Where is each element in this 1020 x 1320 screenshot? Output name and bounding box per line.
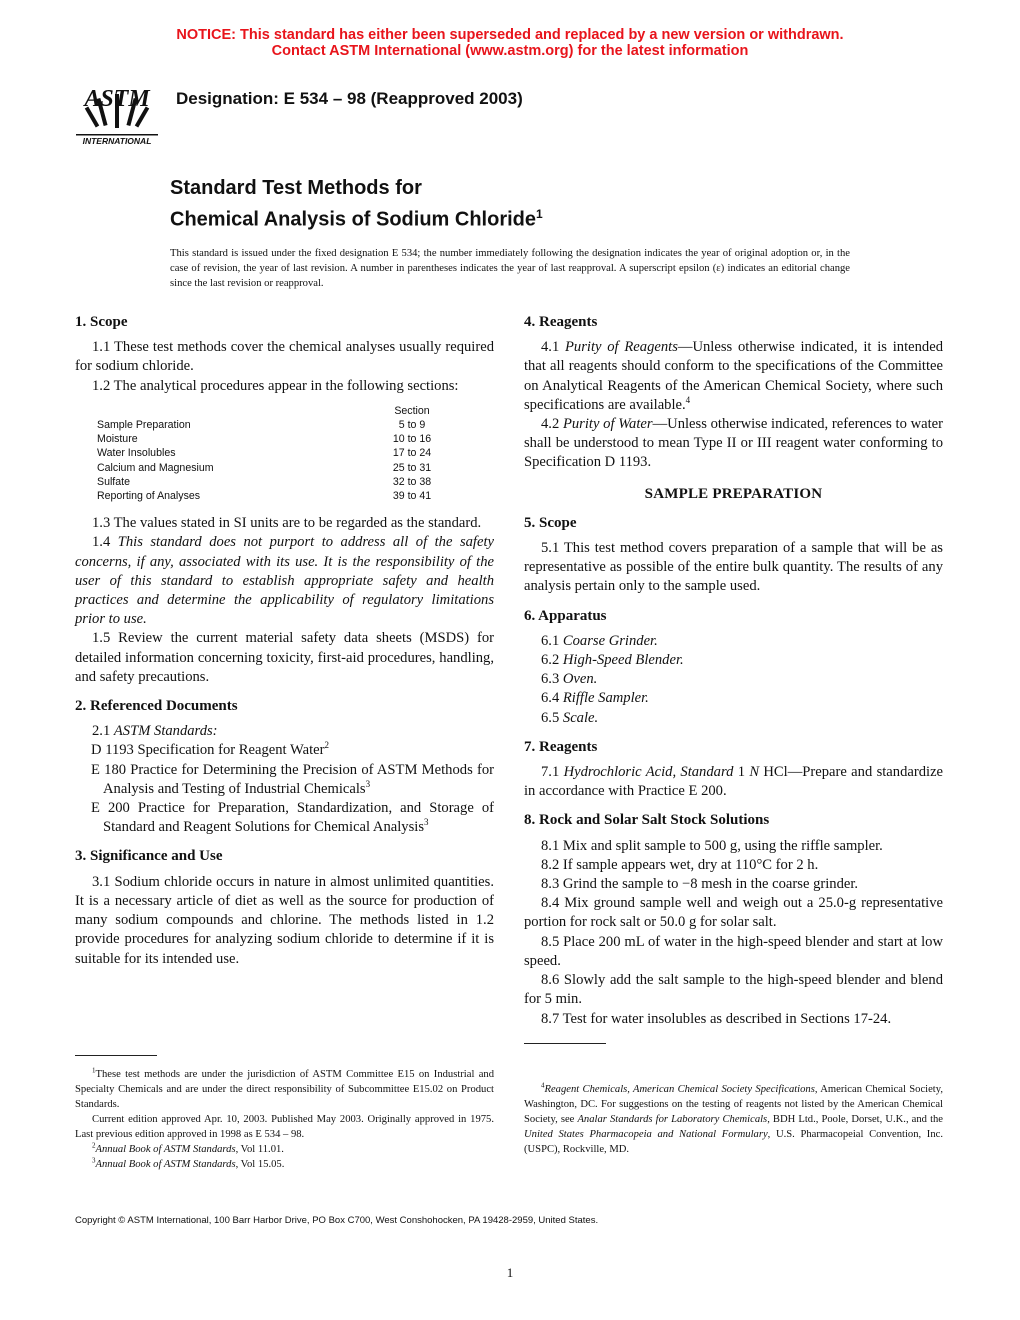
footnote-1 bbox=[75, 1067, 494, 1112]
paragraph-text: HCl—Prepare and standardize in accordance with Practice E 200. bbox=[524, 764, 944, 800]
apparatus-item bbox=[524, 670, 943, 689]
footnote-ref: 2 bbox=[324, 740, 329, 751]
table-cell-section: 32 to 38 bbox=[392, 475, 432, 488]
apparatus-name: Riffle Sampler. bbox=[562, 690, 649, 707]
reference-e180 bbox=[75, 761, 494, 799]
paragraph-2-1 bbox=[75, 722, 494, 741]
reference-text: E 200 Practice for Preparation, Standardization, and Storage of Standard and Reagent Solutions for Chemical Analysis bbox=[91, 800, 494, 836]
paragraph-5-1: 5.1 This test method covers preparation of a sample that will be as representative as possible of the entire bulk quantity. The results of any analysis pertain only to the sample used. bbox=[524, 540, 943, 595]
table-cell-section: 17 to 24 bbox=[392, 447, 432, 460]
section-heading-significance: 3. Significance and Use bbox=[75, 848, 223, 865]
paragraph-title: Hydrochloric Acid, Standard bbox=[563, 764, 734, 781]
footnote-marker: 1 bbox=[92, 1066, 96, 1075]
footnote-text: , BDH Ltd., Poole, Dorset, U.K., and the bbox=[767, 1114, 944, 1125]
paragraph-1-4 bbox=[75, 533, 494, 629]
table-header-section: Section bbox=[394, 404, 430, 417]
table-row bbox=[97, 489, 442, 503]
footnote-text: , U.S. Pharmacopeial Convention, Inc. (USPC), Rockville, MD. bbox=[524, 1129, 943, 1155]
paragraph-8-3: 8.3 Grind the sample to −8 mesh in the coarse grinder. bbox=[541, 876, 859, 893]
title-line-2-text: Chemical Analysis of Sodium Chloride bbox=[170, 208, 536, 231]
designation: Designation: E 534 – 98 (Reapproved 2003) bbox=[176, 89, 523, 108]
reference-text: E 180 Practice for Determining the Precision of ASTM Methods for Analysis and Testing of Industrial Chemicals bbox=[91, 761, 494, 797]
right-column bbox=[524, 313, 943, 1029]
footnote-1-edition: Current edition approved Apr. 10, 2003. Published May 2003. Originally approved in 1975. Last previous edition approved in 1998 as E 534 – 98. bbox=[75, 1114, 494, 1140]
paragraph-8-2: 8.2 If sample appears wet, dry at 110°C for 2 h. bbox=[541, 856, 819, 873]
section-heading-reagents-7: 7. Reagents bbox=[524, 738, 598, 755]
apparatus-name: High-Speed Blender. bbox=[562, 652, 684, 669]
footnote-marker: 3 bbox=[92, 1156, 96, 1165]
astm-logo bbox=[72, 76, 162, 148]
paragraph-text: —Unless otherwise indicated, it is intended that all reagents should conform to the specifications of the Committee on Analytical Reagents of the American Chemical Society, where such specifications are available. bbox=[524, 339, 943, 413]
footnote-text: , Vol 11.01. bbox=[235, 1144, 284, 1155]
left-column bbox=[75, 313, 494, 969]
paragraph-8-5: 8.5 Place 200 mL of water in the high-speed blender and start at low speed. bbox=[524, 933, 943, 969]
footnote-ref: 3 bbox=[365, 779, 371, 790]
footnote-2 bbox=[75, 1142, 494, 1157]
footnote-divider-left bbox=[75, 1055, 157, 1056]
paragraph-4-1 bbox=[524, 338, 943, 415]
notice-line-2: Contact ASTM International (www.astm.org) for the latest information bbox=[271, 43, 749, 59]
footnote-text: , Vol 15.05. bbox=[235, 1159, 285, 1170]
normality-value: 1 bbox=[733, 764, 750, 781]
table-row bbox=[97, 418, 442, 432]
footnote-3 bbox=[75, 1157, 494, 1172]
paragraph-number: 2.1 bbox=[92, 723, 114, 740]
footnote-text: , American Chemical Society, Washington, DC. For suggestions on the testing of reagents not listed by the American Chemical Society, see bbox=[524, 1084, 943, 1125]
apparatus-item bbox=[524, 632, 943, 651]
title-line-1: Standard Test Methods for bbox=[170, 177, 422, 199]
reference-e200 bbox=[75, 799, 494, 837]
sections-table-header bbox=[97, 404, 442, 418]
notice-line-1: NOTICE: This standard has either been superseded and replaced by a new version or withdrawn. bbox=[176, 27, 844, 43]
paragraph-1-1: 1.1 These test methods cover the chemical analyses usually required for sodium chloride. bbox=[75, 339, 494, 375]
section-heading-scope-5: 5. Scope bbox=[524, 514, 577, 531]
paragraph-text: —Unless otherwise indicated, references to water shall be understood to mean Type II or III reagent water conforming to Specification D 1193. bbox=[524, 416, 944, 471]
paragraph-number: 7.1 bbox=[541, 764, 564, 781]
paragraph-number: 6.3 bbox=[541, 671, 563, 688]
paragraph-number: 1.4 bbox=[92, 534, 118, 551]
table-cell-label: Moisture bbox=[97, 433, 138, 446]
paragraph-number: 4.2 bbox=[541, 416, 563, 433]
table-cell-section: 10 to 16 bbox=[392, 433, 432, 446]
paragraph-number: 6.5 bbox=[541, 709, 563, 726]
normality-unit: N bbox=[749, 764, 760, 781]
section-heading-scope: 1. Scope bbox=[75, 314, 128, 330]
table-cell-label: Calcium and Magnesium bbox=[97, 461, 214, 474]
logo-text: ASTM bbox=[84, 86, 150, 112]
paragraph-8-1: 8.1 Mix and split sample to 500 g, using the riffle sampler. bbox=[541, 837, 883, 854]
logo-subtext: INTERNATIONAL bbox=[82, 136, 152, 146]
paragraph-8-4: 8.4 Mix ground sample well and weigh out a 25.0-g representative portion for rock salt or 50.0 g for solar salt. bbox=[524, 895, 943, 931]
astm-logo-icon bbox=[72, 76, 162, 148]
table-cell-section: 25 to 31 bbox=[392, 461, 432, 474]
paragraph-number: 4.1 bbox=[541, 339, 566, 356]
table-cell-section: 5 to 9 bbox=[398, 419, 426, 432]
reference-d1193 bbox=[75, 741, 494, 760]
footnote-4 bbox=[524, 1082, 943, 1157]
table-row bbox=[97, 446, 442, 460]
section-heading-stock-solutions: 8. Rock and Solar Salt Stock Solutions bbox=[524, 812, 770, 829]
withdrawal-notice bbox=[0, 27, 1020, 59]
safety-statement: This standard does not purport to address all of the safety concerns, if any, associated with its use. It is the responsibility of the user of this standard to establish appropriate safety and health practices and determine the applicability of regulatory limitations prior to use. bbox=[75, 534, 494, 628]
table-cell-section: 39 to 41 bbox=[392, 490, 432, 503]
paragraph-8-6: 8.6 Slowly add the salt sample to the high-speed blender and blend for 5 min. bbox=[524, 972, 943, 1008]
issuance-statement: This standard is issued under the fixed designation E 534; the number immediately following the designation indicates the year of original adoption or, in the case of revision, the year of last revision. A number in parentheses indicates the year of last reapproval. A superscript epsilon (ε) indicates an editorial change since the last revision or reapproval. bbox=[170, 248, 850, 289]
paragraph-title: Purity of Water bbox=[562, 416, 653, 433]
footnote-divider-right bbox=[524, 1043, 606, 1044]
footnote-marker: 2 bbox=[92, 1141, 96, 1150]
apparatus-name: Scale. bbox=[562, 709, 599, 726]
apparatus-item bbox=[524, 651, 943, 670]
table-cell-label: Sulfate bbox=[97, 475, 130, 488]
table-row bbox=[97, 432, 442, 446]
footnote-ref: 4 bbox=[685, 394, 691, 405]
paragraph-3-1: 3.1 Sodium chloride occurs in nature in almost unlimited quantities. It is a necessary article of diet as well as the source for production of many sodium compounds and chlorine. The methods listed in 1.2 provide procedures for analyzing sodium chloride to determine if it is suitable for its intended use. bbox=[75, 873, 494, 967]
document-title bbox=[170, 175, 543, 233]
page-number: 1 bbox=[506, 1265, 514, 1280]
section-heading-referenced-documents: 2. Referenced Documents bbox=[75, 698, 238, 715]
table-cell-label: Sample Preparation bbox=[97, 419, 191, 432]
paragraph-number: 6.4 bbox=[541, 690, 563, 707]
footnote-title: Annual Book of ASTM Standards bbox=[95, 1159, 236, 1170]
reference-text: D 1193 Specification for Reagent Water bbox=[91, 742, 325, 759]
footnotes-left bbox=[75, 1067, 494, 1172]
table-cell-label: Reporting of Analyses bbox=[97, 490, 201, 503]
paragraph-7-1 bbox=[524, 763, 943, 801]
paragraph-title: Purity of Reagents bbox=[565, 339, 678, 356]
table-cell-label: Water Insolubles bbox=[97, 447, 176, 460]
paragraph-1-2: 1.2 The analytical procedures appear in the following sections: bbox=[92, 377, 459, 394]
paragraph-8-7: 8.7 Test for water insolubles as described in Sections 17-24. bbox=[541, 1010, 892, 1027]
paragraph-number: 6.2 bbox=[541, 652, 563, 669]
footnotes-right bbox=[524, 1082, 943, 1157]
footnote-title: Analar Standards for Laboratory Chemicals bbox=[577, 1114, 768, 1125]
footnote-title: Reagent Chemicals, American Chemical Society Specifications bbox=[544, 1084, 815, 1095]
apparatus-item bbox=[524, 709, 943, 728]
copyright-notice: Copyright © ASTM International, 100 Barr Harbor Drive, PO Box C700, West Conshohocken, PA 19428-2959, United States. bbox=[75, 1215, 599, 1226]
section-heading-reagents: 4. Reagents bbox=[524, 314, 598, 330]
title-footnote-ref: 1 bbox=[536, 207, 543, 221]
table-row bbox=[97, 475, 442, 489]
table-row bbox=[97, 461, 442, 475]
apparatus-name: Coarse Grinder. bbox=[562, 632, 658, 649]
paragraph-1-3: 1.3 The values stated in SI units are to be regarded as the standard. bbox=[92, 515, 482, 532]
footnote-title: Annual Book of ASTM Standards bbox=[95, 1144, 236, 1155]
sections-table bbox=[97, 404, 442, 503]
footnote-title: United States Pharmacopeia and National Formulary bbox=[524, 1129, 768, 1140]
apparatus-item bbox=[524, 689, 943, 708]
astm-standards-label: ASTM Standards: bbox=[113, 723, 218, 740]
part-heading-sample-preparation: SAMPLE PREPARATION bbox=[644, 485, 823, 502]
footnote-marker: 4 bbox=[541, 1081, 545, 1090]
paragraph-number: 6.1 bbox=[541, 632, 563, 649]
apparatus-name: Oven. bbox=[562, 671, 598, 688]
footnote-ref: 3 bbox=[424, 817, 429, 828]
paragraph-1-5: 1.5 Review the current material safety data sheets (MSDS) for detailed information concerning toxicity, first-aid procedures, handling, and safety precautions. bbox=[75, 630, 494, 685]
title-line-2 bbox=[170, 201, 543, 233]
section-heading-apparatus: 6. Apparatus bbox=[524, 607, 607, 624]
paragraph-4-2 bbox=[524, 415, 943, 473]
footnote-text: These test methods are under the jurisdiction of ASTM Committee E15 on Industrial and Specialty Chemicals and are under the direct responsibility of Subcommittee E15.02 on Product Standards. bbox=[75, 1069, 494, 1110]
